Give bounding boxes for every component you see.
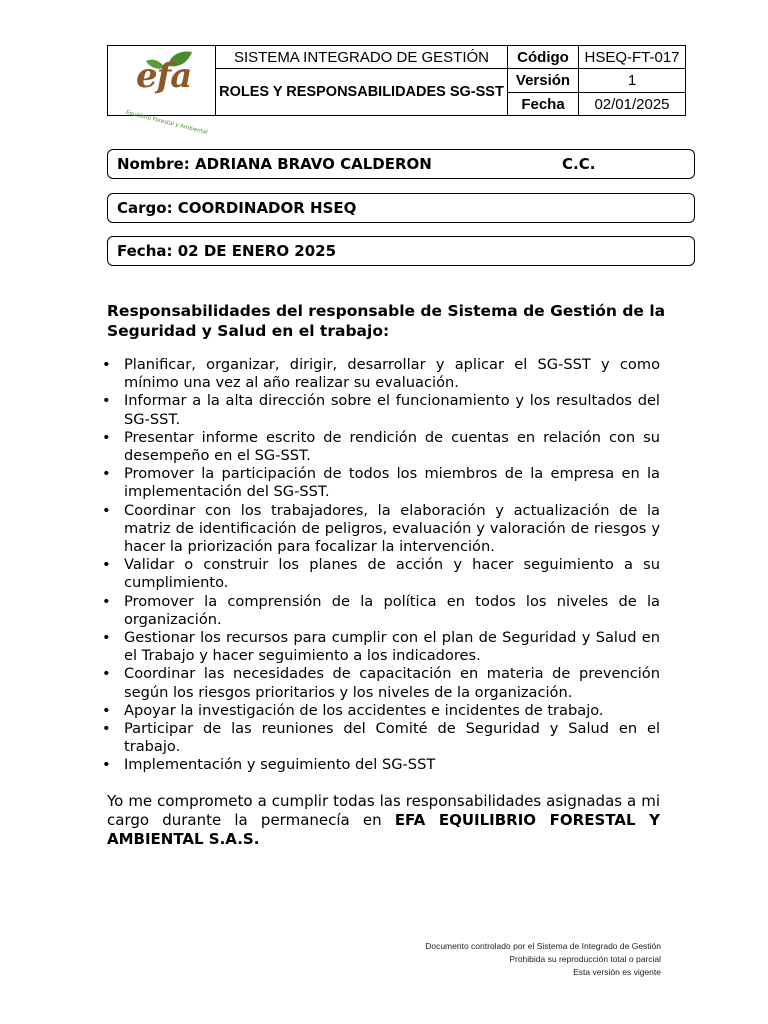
list-item xyxy=(102,701,660,720)
list-item-text: Promover la participación de todos los miembros de la empresa en la implementación del SG-SST. xyxy=(124,465,660,501)
list-item-text: Participar de las reuniones del Comité de Seguridad y Salud en el trabajo. xyxy=(124,720,660,756)
bullet-icon: • xyxy=(102,501,111,519)
date-label: Fecha xyxy=(508,93,579,116)
footer-line: Documento controlado por el Sistema de Integrado de Gestión xyxy=(425,941,661,951)
bullet-icon: • xyxy=(102,720,111,738)
document-header xyxy=(107,45,686,136)
list-item-text: Informar a la alta dirección sobre el funcionamiento y los resultados del SG-SST. xyxy=(124,392,660,428)
bullet-icon: • xyxy=(102,756,111,774)
bullet-icon: • xyxy=(102,428,111,446)
system-title: SISTEMA INTEGRADO DE GESTIÓN xyxy=(216,46,508,69)
footer-line: Prohibida su reproducción total o parcial xyxy=(509,954,661,964)
list-item-text: Promover la comprensión de la política en todos los niveles de la organización. xyxy=(124,592,660,628)
responsibilities-list xyxy=(102,356,660,775)
bullet-icon: • xyxy=(102,392,111,410)
list-item xyxy=(102,756,660,774)
list-item-text: Coordinar las necesidades de capacitación en materia de prevención según los riesgos prioritarios y los niveles de la organización. xyxy=(124,665,660,701)
list-item-text: Apoyar la investigación de los accidentes e incidentes de trabajo. xyxy=(124,701,604,719)
list-item xyxy=(102,465,660,501)
name-field: Nombre: ADRIANA BRAVO CALDERON xyxy=(117,155,432,173)
list-item-text: Planificar, organizar, dirigir, desarrollar y aplicar el SG-SST y como mínimo una vez al año realizar su evaluación. xyxy=(124,356,660,392)
cargo-field: Cargo: COORDINADOR HSEQ xyxy=(117,199,357,217)
document-footer xyxy=(425,940,661,979)
logo-tagline: Equilibrio Forestal y Ambiental xyxy=(125,109,209,136)
list-item-text: Validar o construir los planes de acción y hacer seguimiento a su cumplimiento. xyxy=(124,556,660,592)
bullet-icon: • xyxy=(102,356,111,373)
list-item-text: Gestionar los recursos para cumplir con el plan de Seguridad y Salud en el Trabajo y hacer seguimiento a los indicadores. xyxy=(124,629,660,665)
list-item xyxy=(102,501,660,557)
bullet-icon: • xyxy=(102,629,111,647)
code-value: HSEQ-FT-017 xyxy=(579,46,686,69)
list-item xyxy=(102,556,660,592)
list-item xyxy=(102,720,660,756)
bullet-icon: • xyxy=(102,465,111,483)
document-title: ROLES Y RESPONSABILIDADES SG-SST xyxy=(216,69,508,116)
commitment-text: Yo me comprometo a cumplir todas las responsabilidades asignadas a mi cargo durante la permanecía en xyxy=(107,792,660,829)
version-value: 1 xyxy=(579,69,686,93)
bullet-icon: • xyxy=(102,592,111,610)
fecha-field: Fecha: 02 DE ENERO 2025 xyxy=(117,242,337,260)
name-field-box xyxy=(107,149,695,179)
list-item-text: Implementación y seguimiento del SG-SST xyxy=(124,756,436,774)
cargo-field-box xyxy=(107,193,695,223)
bullet-icon: • xyxy=(102,701,111,719)
fecha-field-box xyxy=(107,236,695,266)
logo-wordmark: efa xyxy=(136,56,192,96)
list-item xyxy=(102,392,660,428)
list-item xyxy=(102,665,660,701)
version-label: Versión xyxy=(508,69,579,93)
footer-line: Esta versión es vigente xyxy=(573,967,661,977)
bullet-icon: • xyxy=(102,556,111,574)
list-item xyxy=(102,629,660,665)
date-value: 02/01/2025 xyxy=(579,93,686,116)
responsibilities-heading: Responsabilidades del responsable de Sistema de Gestión de la Seguridad y Salud en el trabajo: xyxy=(107,302,666,340)
code-label: Código xyxy=(508,46,579,69)
company-logo xyxy=(108,46,215,136)
list-item-text: Presentar informe escrito de rendición de cuentas en relación con su desempeño en el SG-SST. xyxy=(124,428,660,465)
list-item-text: Coordinar con los trabajadores, la elaboración y actualización de la matriz de identificación de peligros, evaluación y valoración de riesgos y hacer la priorización para focalizar la intervención. xyxy=(124,501,660,556)
list-item xyxy=(102,592,660,629)
commitment-paragraph xyxy=(107,792,660,849)
company-name: EFA EQUILIBRIO FORESTAL Y AMBIENTAL S.A.S. xyxy=(107,811,660,848)
logo-cell xyxy=(108,46,216,136)
list-item xyxy=(102,356,660,392)
cc-field: C.C. xyxy=(562,155,596,173)
list-item xyxy=(102,428,660,465)
bullet-icon: • xyxy=(102,665,111,683)
